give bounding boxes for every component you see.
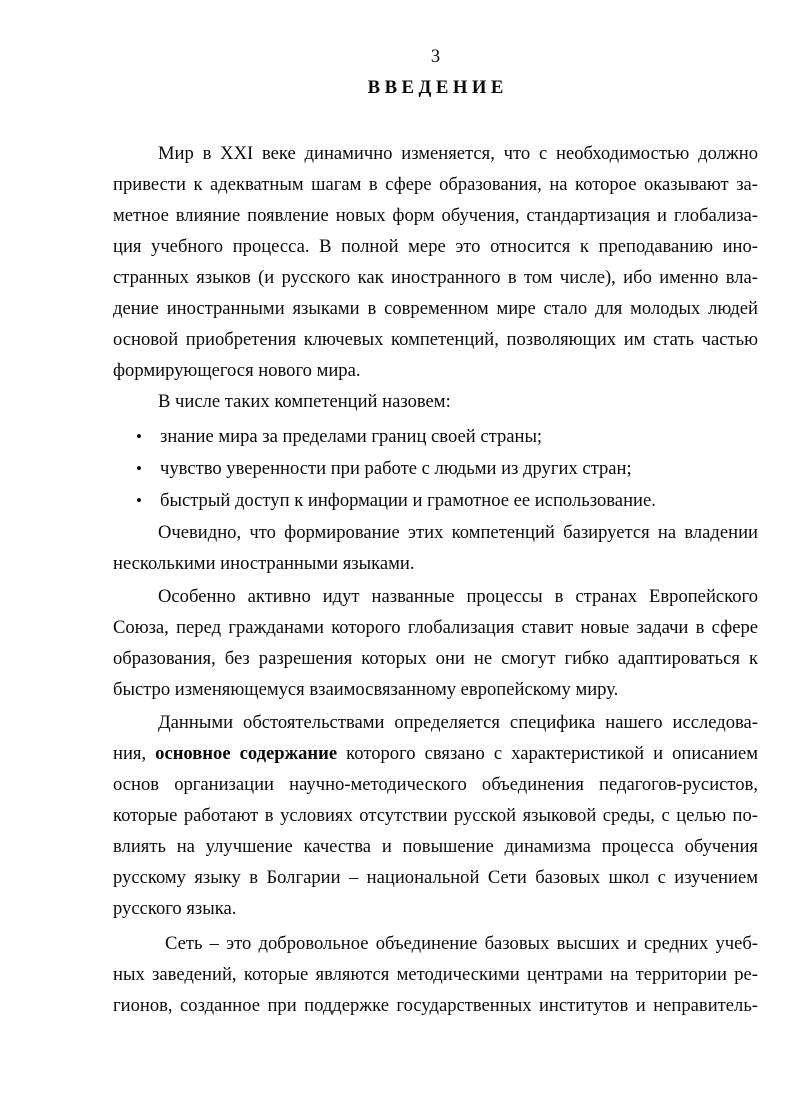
bullet-icon: • <box>136 427 142 446</box>
competencies-list <box>113 421 758 517</box>
paragraph-line: основ организации научно-методического объединения педагогов-русистов, <box>113 773 758 795</box>
paragraph-line: влиять на улучшение качества и повышение динамизма процесса обучения <box>113 835 758 857</box>
paragraph-line: Мир в XXI веке динамично изменяется, что с необходимостью должно <box>158 143 758 164</box>
body-text <box>113 138 758 1021</box>
list-item <box>113 485 758 517</box>
paragraph-line: метное влияние появление новых форм обучения, стандартизация и глобализа- <box>113 205 758 226</box>
paragraph-line: ных заведений, которые являются методическими центрами на территории ре- <box>113 963 758 985</box>
paragraph-line <box>113 738 758 769</box>
paragraph-line: Данными обстоятельствами определяется специфика нашего исследова- <box>158 711 758 733</box>
list-item-text: знание мира за пределами границ своей страны; <box>160 426 543 447</box>
line-text: ния, <box>113 742 147 764</box>
paragraph-line: формирующегося нового мира. <box>113 360 361 381</box>
page-number: 3 <box>430 47 441 67</box>
paragraph-line: гионов, созданное при поддержке государственных институтов и неправитель- <box>113 994 758 1016</box>
paragraph-line: которые работают в условиях отсутствии русской языковой среды, с целью по- <box>113 804 758 826</box>
paragraph-line: привести к адекватным шагам в сфере образования, на которое оказывают за- <box>113 174 758 195</box>
paragraph-line: ция учебного процесса. В полной мере это относится к преподаванию ино- <box>113 236 758 257</box>
list-item <box>113 421 758 453</box>
bold-term: основное содержание <box>155 742 338 764</box>
paragraph-line: быстро изменяющемуся взаимосвязанному европейскому миру. <box>113 679 619 700</box>
research-paragraph <box>113 707 758 924</box>
conclusion-paragraph <box>113 517 758 579</box>
list-item-text: чувство уверенности при работе с людьми из других стран; <box>160 458 632 479</box>
paragraph-line: русского языка. <box>113 897 237 919</box>
paragraph-line: Очевидно, что формирование этих компетенций базируется на владении <box>158 522 758 543</box>
paragraph-line: Особенно активно идут названные процессы в странах Европейского <box>158 586 758 607</box>
europe-paragraph <box>113 581 758 705</box>
paragraph-line: Союза, перед гражданами которого глобализация ставит новые задачи в сфере <box>113 617 758 638</box>
paragraph-line: Сеть – это добровольное объединение базовых высших и средних учеб- <box>165 932 758 954</box>
paragraph-line: основой приобретения ключевых компетенций, позволяющих им стать частью <box>113 329 758 350</box>
paragraph-line: образования, без разрешения которых они не смогут гибко адаптироваться к <box>113 648 758 669</box>
network-paragraph <box>113 928 758 1021</box>
paragraph-line: русскому языку в Болгарии – национальной Сети базовых школ с изучением <box>113 866 758 888</box>
paragraph-line: дение иностранными языками в современном мире стало для молодых людей <box>113 298 758 319</box>
list-item-text: быстрый доступ к информации и грамотное ее использование. <box>160 490 656 511</box>
paragraph-line: несколькими иностранными языками. <box>113 553 415 574</box>
intro-paragraph <box>113 138 758 386</box>
competencies-intro: В числе таких компетенций назовем: <box>158 391 451 412</box>
line-text: которого связано с характеристикой и описанием <box>346 742 758 764</box>
list-item <box>113 453 758 485</box>
paragraph-line: странных языков (и русского как иностранного в том числе), ибо именно вла- <box>113 267 758 288</box>
bullet-icon: • <box>136 491 142 510</box>
bullet-icon: • <box>136 459 142 478</box>
section-heading: ВВЕДЕНИЕ <box>367 77 508 98</box>
